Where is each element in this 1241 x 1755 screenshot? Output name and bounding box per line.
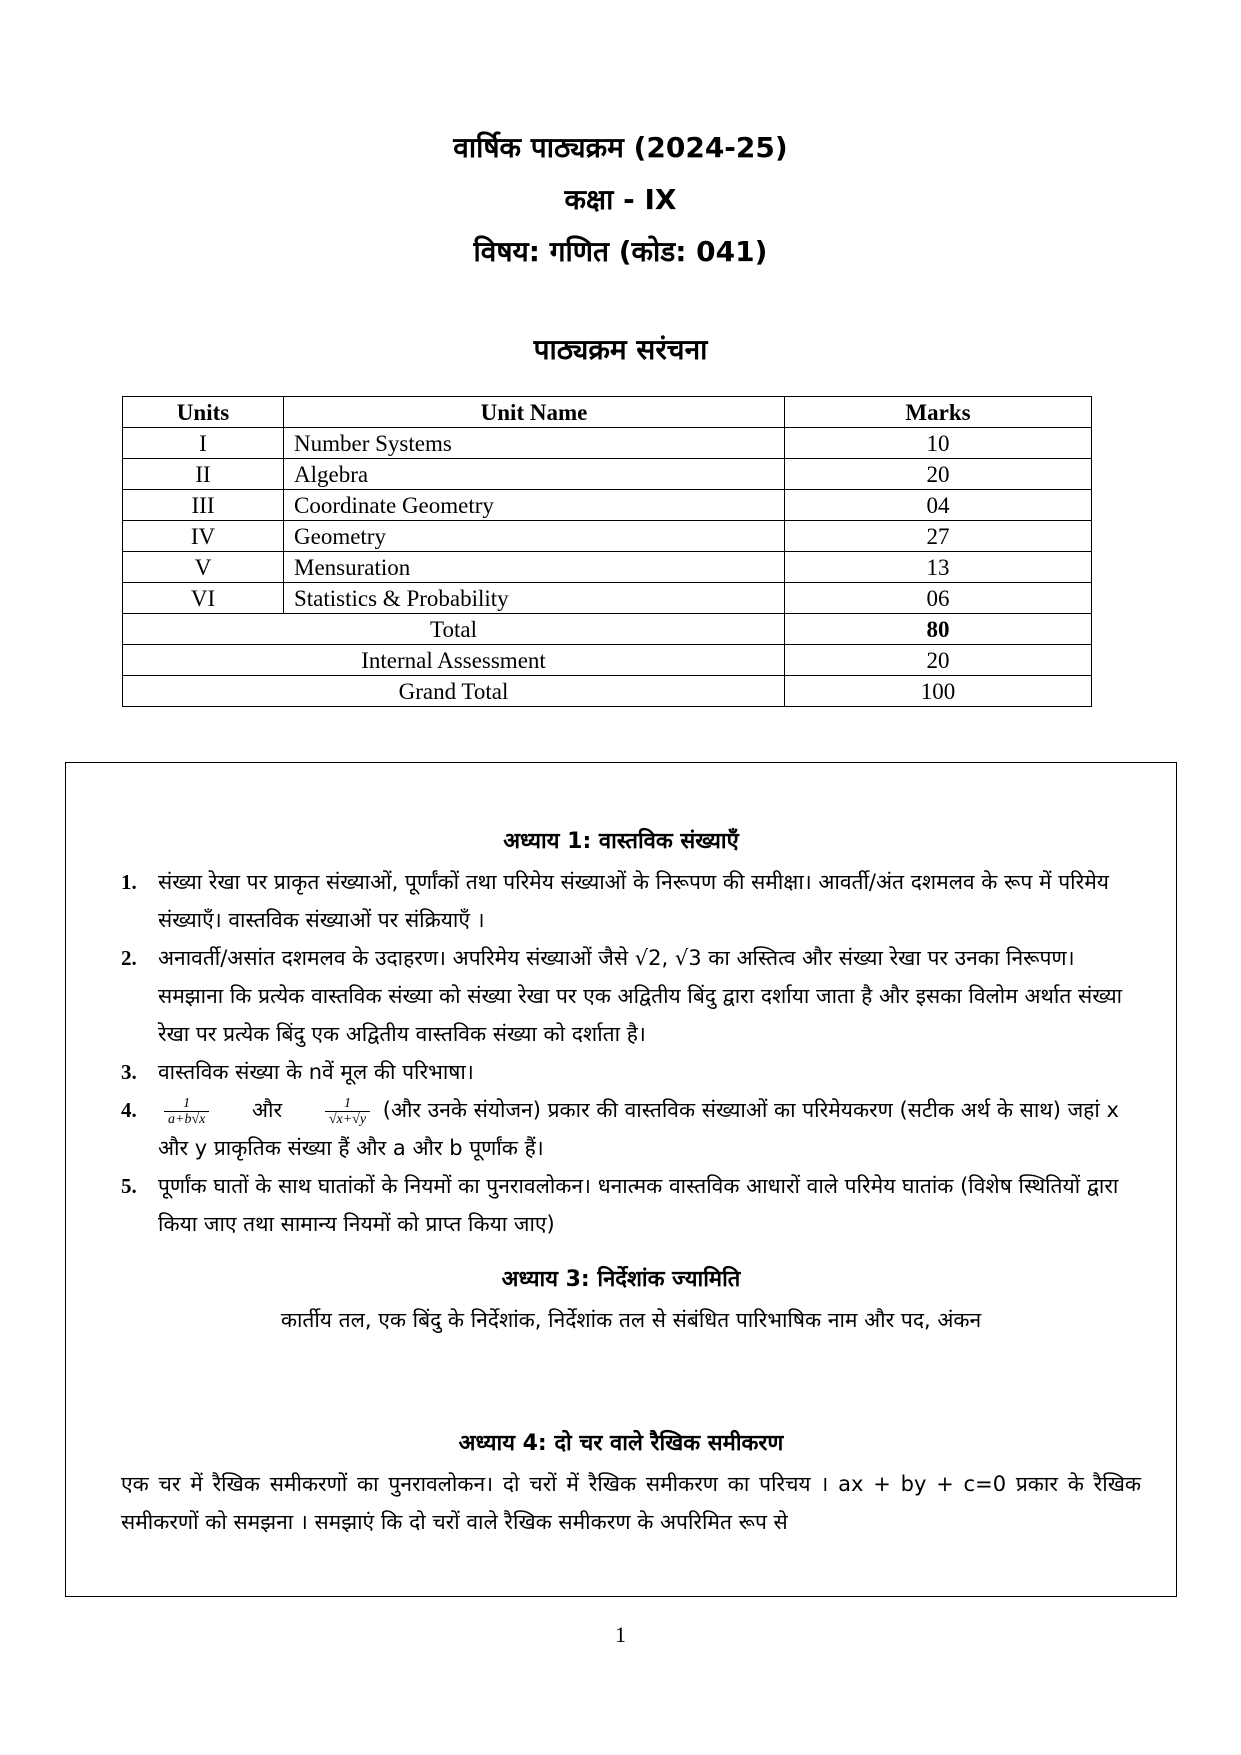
unit-number: III xyxy=(123,490,284,521)
unit-number: II xyxy=(123,459,284,490)
unit-name: Geometry xyxy=(284,521,785,552)
unit-name: Number Systems xyxy=(284,428,785,459)
internal-assessment-row xyxy=(123,645,1092,676)
table-row xyxy=(123,459,1092,490)
internal-assessment-label: Internal Assessment xyxy=(123,645,785,676)
list-item xyxy=(121,1091,1141,1167)
unit-marks: 13 xyxy=(785,552,1092,583)
chapter1-title: अध्याय 1: वास्तविक संख्याएँ xyxy=(503,829,739,854)
item-number: 4. xyxy=(121,1098,137,1122)
unit-number: I xyxy=(123,428,284,459)
grand-total-label: Grand Total xyxy=(123,676,785,707)
item-number: 2. xyxy=(121,946,137,970)
item-text: अनावर्ती/असांत दशमलव के उदाहरण। अपरिमेय संख्याओं जैसे √2, √3 का अस्तित्व और संख्या रेखा पर उनका निरूपण। समझाना कि प्रत्येक वास्तविक संख्या को संख्या रेखा पर एक अद्वितीय बिंदु द्वारा दर्शाया जाता है और इसका विलोम अर्थात संख्या रेखा पर प्रत्येक बिंदु एक अद्वितीय वास्तविक संख्या को दर्शाता है। xyxy=(158,946,1123,1046)
item-number: 3. xyxy=(121,1060,137,1084)
item-text: संख्या रेखा पर प्राकृत संख्याओं, पूर्णांकों तथा परिमेय संख्याओं के निरूपण की समीक्षा। आवर्ती/अंत दशमलव के रूप में परिमेय संख्याएँ। वास्तविक संख्याओं पर संक्रियाएँ । xyxy=(158,870,1109,932)
header-marks: Marks xyxy=(785,397,1092,428)
list-item xyxy=(121,1053,1141,1091)
chapter1-list xyxy=(121,863,1141,1243)
list-item xyxy=(121,939,1141,1053)
unit-marks: 04 xyxy=(785,490,1092,521)
unit-marks: 06 xyxy=(785,583,1092,614)
unit-name: Mensuration xyxy=(284,552,785,583)
page-number: 1 xyxy=(615,1622,626,1647)
unit-number: VI xyxy=(123,583,284,614)
chapter3-title: अध्याय 3: निर्देशांक ज्यामिति xyxy=(501,1267,741,1292)
fraction-1-denominator: a+b√x xyxy=(168,1111,206,1127)
total-marks: 80 xyxy=(785,614,1092,645)
internal-assessment-marks: 20 xyxy=(785,645,1092,676)
class-label: कक्षा - IX xyxy=(564,183,677,216)
unit-number: V xyxy=(123,552,284,583)
subject-label: विषय: गणित (कोड: 041) xyxy=(473,235,768,268)
total-row xyxy=(123,614,1092,645)
item-text: पूर्णांक घातों के साथ घातांकों के नियमों का पुनरावलोकन। धनात्मक वास्तविक आधारों वाले परिमेय घातांक (विशेष स्थितियों द्वारा किया जाए तथा सामान्य नियमों को प्राप्त किया जाए) xyxy=(158,1174,1119,1236)
unit-marks: 20 xyxy=(785,459,1092,490)
header-units: Units xyxy=(123,397,284,428)
chapter4-title: अध्याय 4: दो चर वाले रैखिक समीकरण xyxy=(458,1431,784,1456)
chapter4-text: एक चर में रैखिक समीकरणों का पुनरावलोकन। दो चरों में रैखिक समीकरण का परिचय । ax + by + c=0 प्रकार के रैखिक समीकरणों को समझना । समझाएं कि दो चरों वाले रैखिक समीकरण के अपरिमित रूप से xyxy=(121,1472,1141,1534)
list-item xyxy=(121,863,1141,939)
total-label: Total xyxy=(123,614,785,645)
section-title: पाठ्यक्रम सरंचना xyxy=(533,333,708,366)
unit-marks: 10 xyxy=(785,428,1092,459)
item-text: (और उनके संयोजन) प्रकार की वास्तविक संख्याओं का परिमेयकरण (सटीक अर्थ के साथ) जहां x और y प्राकृतिक संख्या हैं और a और b पूर्णांक हैं। xyxy=(158,1098,1119,1160)
fraction-1 xyxy=(164,1096,209,1127)
document-title: वार्षिक पाठ्यक्रम (2024-25) xyxy=(453,131,788,164)
header-unit-name: Unit Name xyxy=(284,397,785,428)
item-number: 5. xyxy=(121,1174,137,1198)
chapter-content-box xyxy=(65,762,1177,1597)
item-number: 1. xyxy=(121,870,137,894)
fraction-2-numerator: 1 xyxy=(325,1096,370,1112)
syllabus-table xyxy=(122,396,1092,707)
fraction-2-denominator: √x+√y xyxy=(328,1111,367,1127)
table-header-row xyxy=(123,397,1092,428)
unit-name: Coordinate Geometry xyxy=(284,490,785,521)
table-row xyxy=(123,428,1092,459)
table-row xyxy=(123,583,1092,614)
unit-name: Algebra xyxy=(284,459,785,490)
unit-number: IV xyxy=(123,521,284,552)
unit-name: Statistics & Probability xyxy=(284,583,785,614)
fraction-2 xyxy=(325,1096,370,1127)
chapter3-text: कार्तीय तल, एक बिंदु के निर्देशांक, निर्देशांक तल से संबंधित पारिभाषिक नाम और पद, अंकन xyxy=(280,1308,982,1332)
grand-total-row xyxy=(123,676,1092,707)
table-row xyxy=(123,490,1092,521)
and-word: और xyxy=(252,1098,283,1122)
grand-total-marks: 100 xyxy=(785,676,1092,707)
item-text: वास्तविक संख्या के nवें मूल की परिभाषा। xyxy=(158,1060,474,1084)
list-item xyxy=(121,1167,1141,1243)
fraction-1-numerator: 1 xyxy=(164,1096,209,1112)
table-row xyxy=(123,521,1092,552)
table-row xyxy=(123,552,1092,583)
unit-marks: 27 xyxy=(785,521,1092,552)
